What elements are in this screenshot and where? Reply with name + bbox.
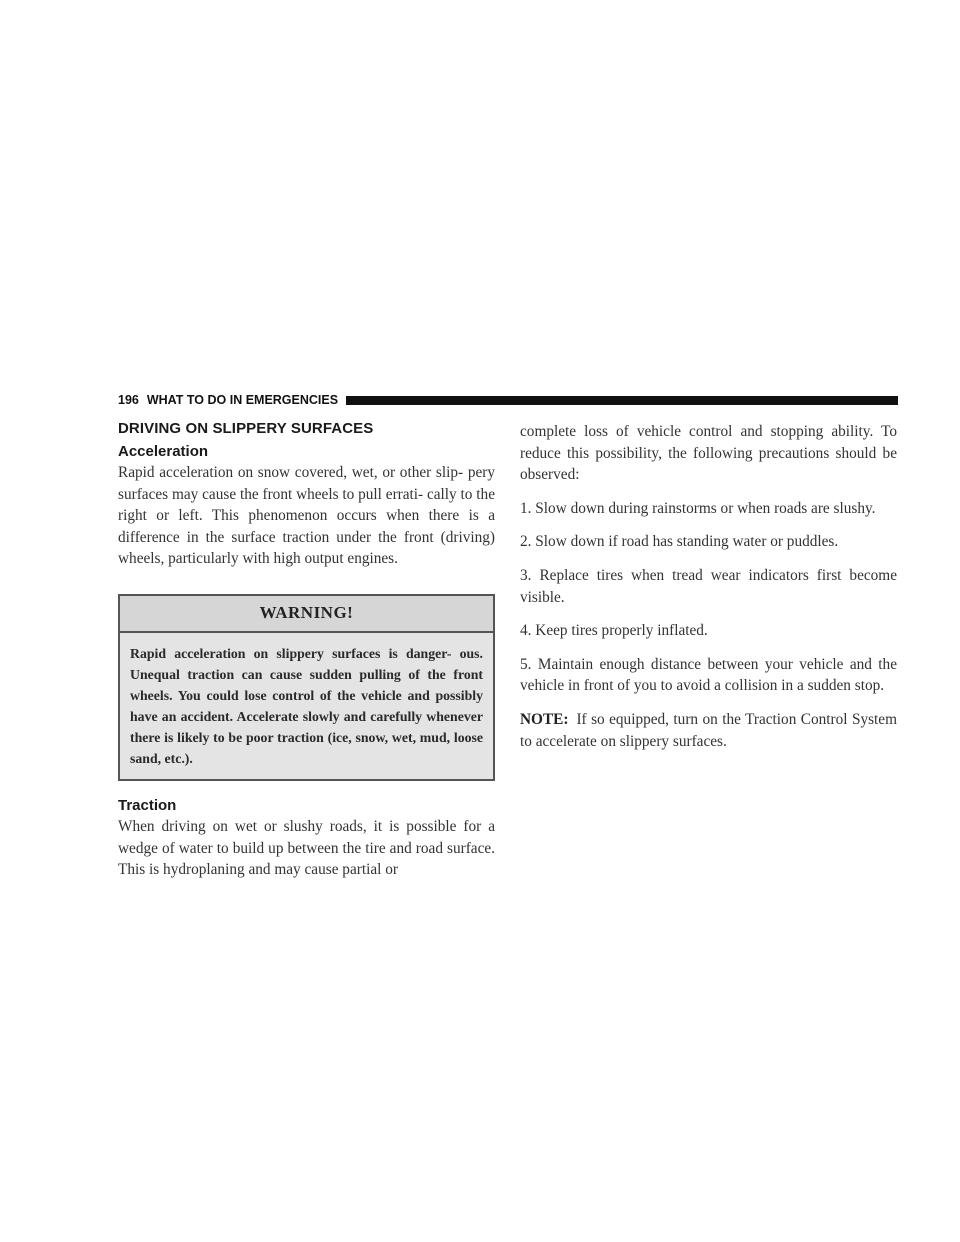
acceleration-paragraph: Rapid acceleration on snow covered, wet, or other slip- pery surfaces may cause the front wheels to pull errati- cally to the right or left. This phenomenon occurs when there is a difference in the surface traction under the front (driving) wheels, particularly with high output engines. (118, 464, 495, 568)
left-column (118, 420, 495, 881)
warning-text: Rapid acceleration on slippery surfaces is danger- ous. Unequal traction can cause sudden pulling of the front wheels. You could lose control of the vehicle and possibly have an accident. Accelerate slowly and carefully whenever there is likely to be poor traction (ice, snow, wet, mud, loose sand, etc.). (130, 645, 483, 766)
right-column (520, 421, 897, 752)
traction-paragraph: When driving on wet or slushy roads, it is possible for a wedge of water to build up between the tire and road surface. This is hydroplaning and may cause partial or (118, 817, 495, 879)
precaution-item-5: 5. Maintain enough distance between your vehicle and the vehicle in front of you to avoid a collision in a sudden stop. (520, 655, 897, 695)
note-text: If so equipped, turn on the Traction Control System to accelerate on slippery surfaces. (520, 710, 897, 750)
traction-heading: Traction (118, 796, 177, 814)
warning-box (118, 594, 495, 781)
warning-title: WARNING! (120, 596, 493, 633)
precaution-item-3: 3. Replace tires when tread wear indicators first become visible. (520, 566, 897, 606)
header-rule (346, 396, 898, 405)
page-title: DRIVING ON SLIPPERY SURFACES (118, 420, 374, 437)
note-paragraph (520, 709, 897, 752)
precaution-item-4: 4. Keep tires properly inflated. (520, 622, 708, 640)
note-label: NOTE: (520, 710, 569, 728)
page-number: 196 (118, 393, 139, 407)
page-header (118, 391, 898, 409)
precaution-item-1: 1. Slow down during rainstorms or when roads are slushy. (520, 499, 876, 517)
continued-paragraph: complete loss of vehicle control and stopping ability. To reduce this possibility, the following precautions should be observed: (520, 423, 897, 484)
acceleration-heading: Acceleration (118, 443, 209, 460)
section-title: WHAT TO DO IN EMERGENCIES (146, 393, 339, 407)
precaution-item-2: 2. Slow down if road has standing water or puddles. (520, 533, 839, 551)
